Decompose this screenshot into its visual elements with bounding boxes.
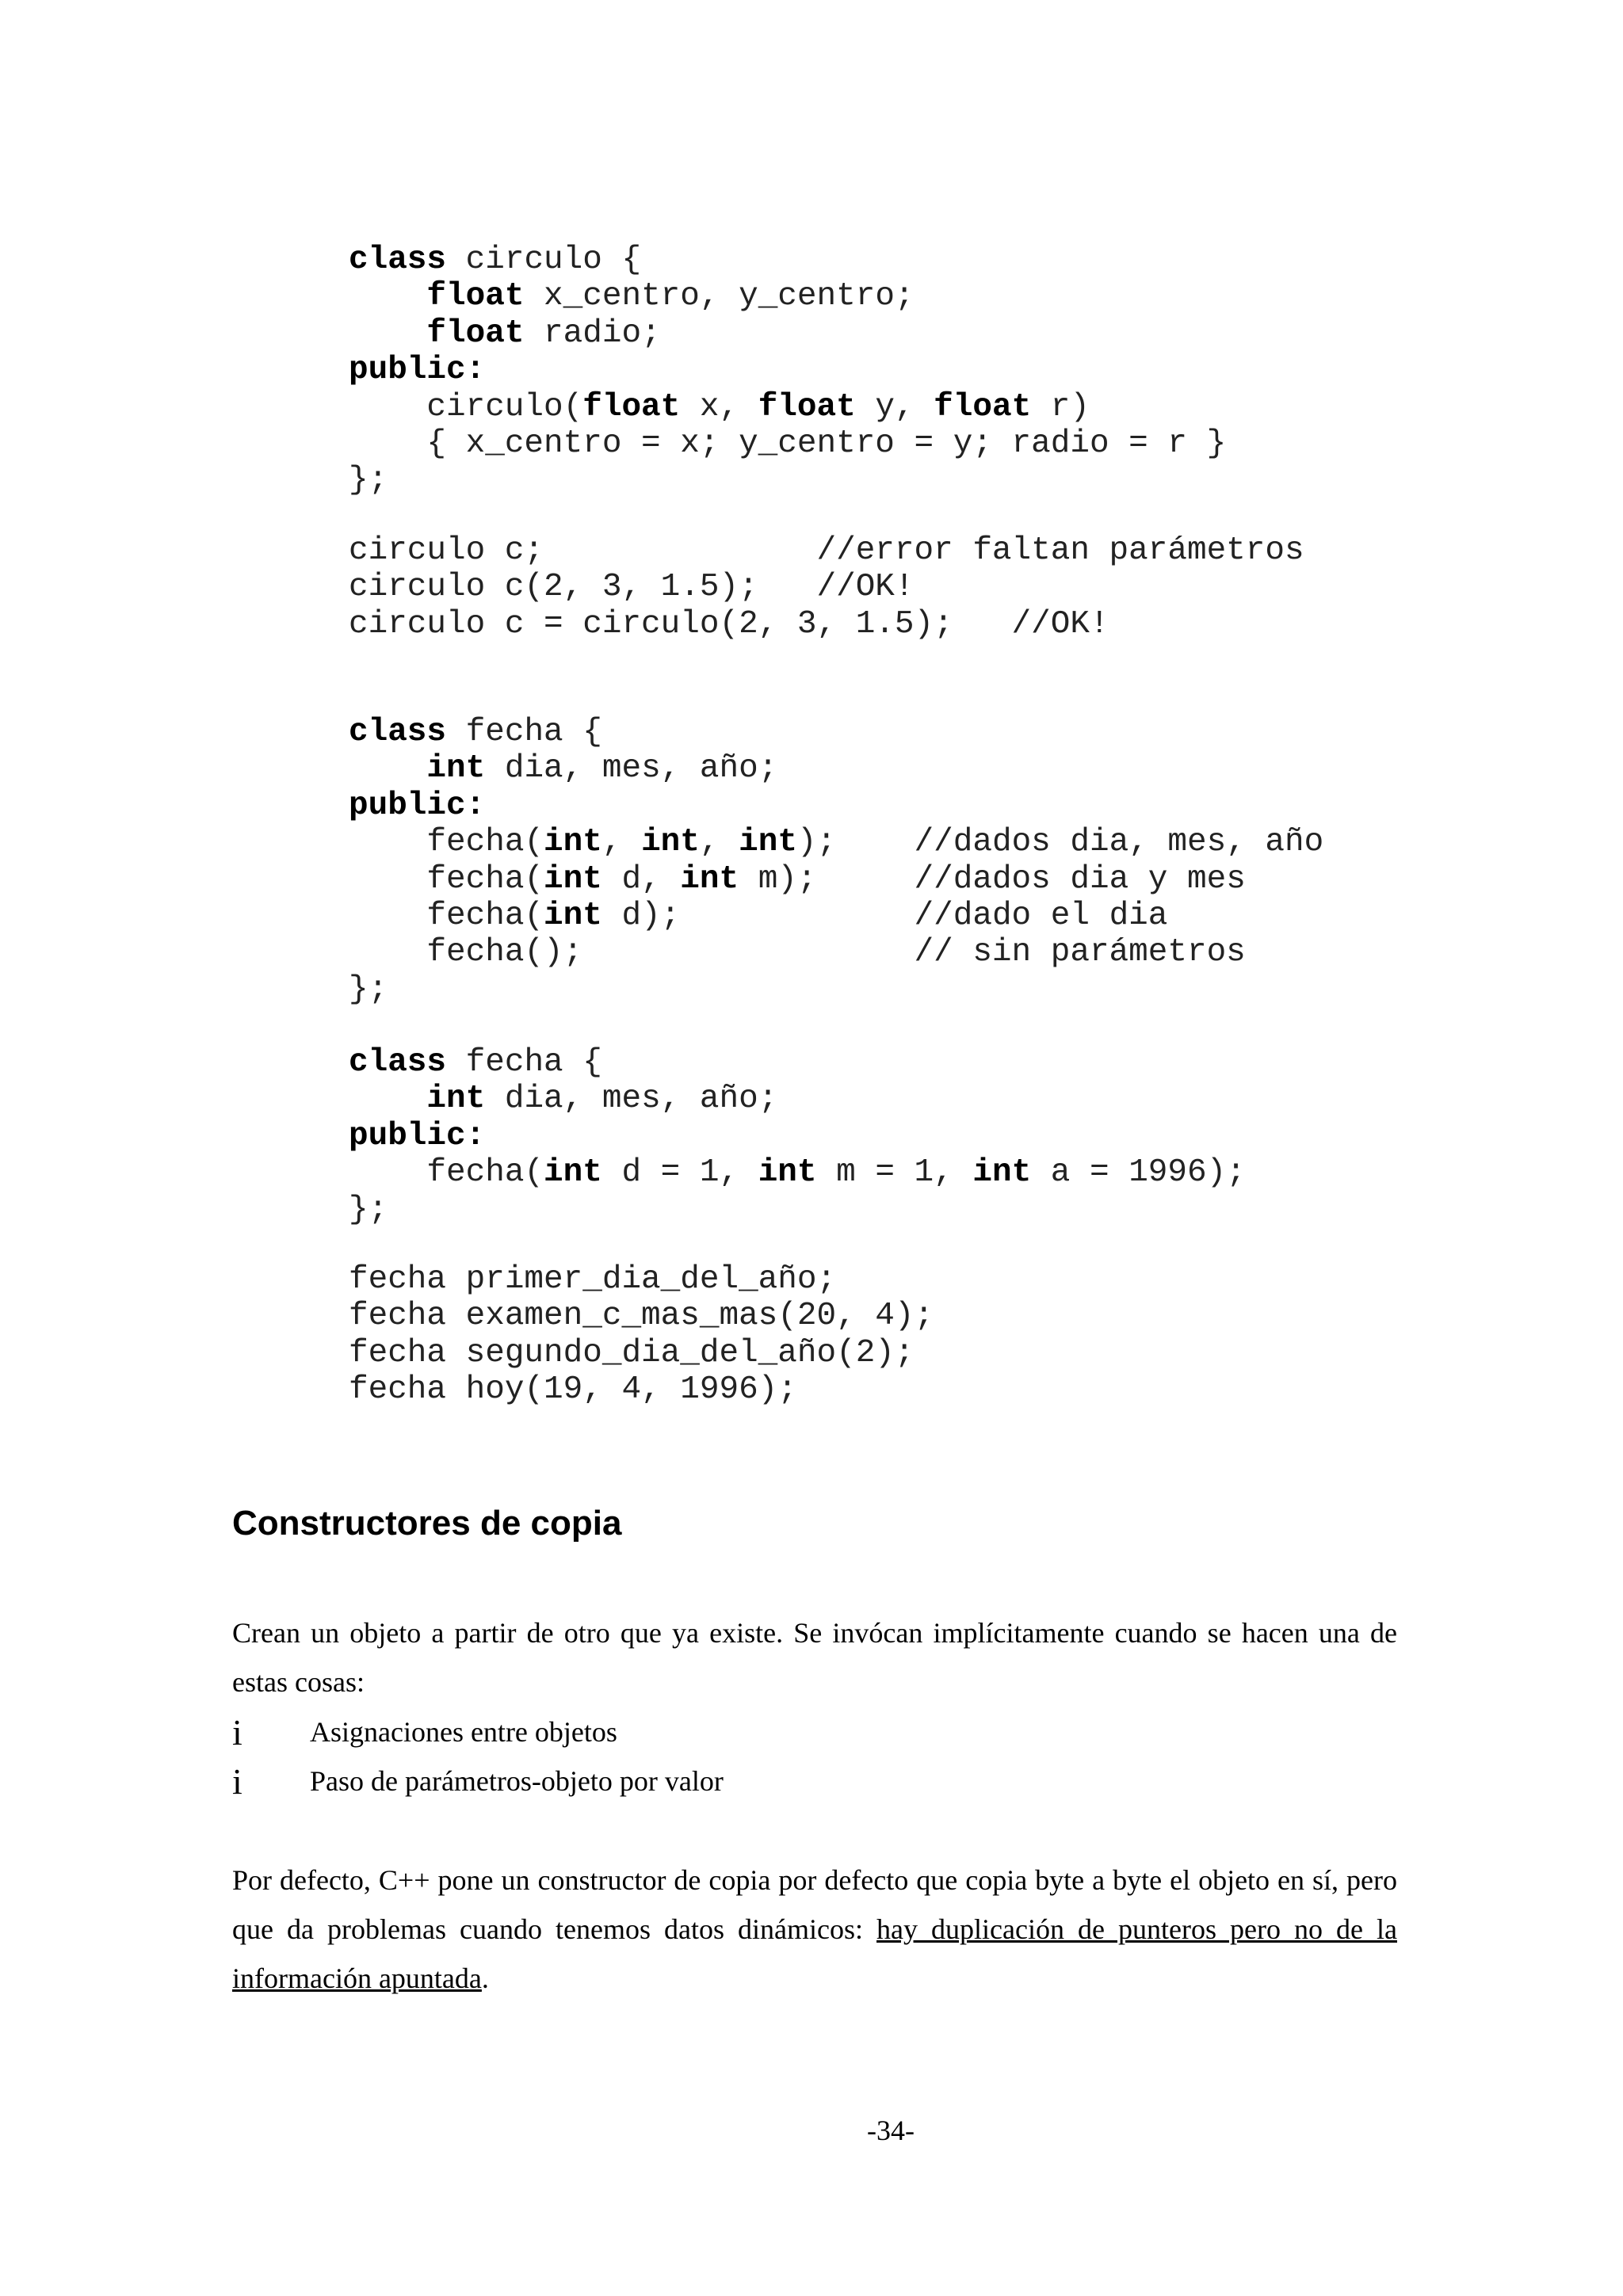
code-keyword: int: [758, 1154, 817, 1192]
code-keyword: float: [758, 388, 856, 425]
code-line: [349, 315, 1226, 352]
code-block-fecha-usage: [349, 1261, 934, 1409]
code-line: [349, 425, 1226, 462]
code-keyword: float: [426, 278, 525, 315]
code-line: [349, 1081, 1246, 1117]
code-keyword: public:: [349, 352, 486, 389]
code-line: [349, 462, 1226, 498]
code-text: x_centro, y_centro;: [524, 278, 915, 315]
code-line: [349, 971, 1323, 1008]
code-line: [349, 788, 1323, 824]
code-text: d = 1,: [601, 1154, 758, 1192]
code-text: m); //dados dia y mes: [739, 860, 1246, 898]
underlined-emphasis: hay duplicación de punteros pero no de la información apuntada: [232, 1913, 1397, 1994]
code-text: circulo c; //error faltan parámetros: [349, 532, 1304, 569]
code-block-fecha-class: [349, 714, 1323, 1008]
code-line: [349, 750, 1323, 787]
code-line: [349, 1298, 934, 1334]
code-line: [349, 352, 1226, 388]
code-text: fecha segundo_dia_del_año(2);: [349, 1334, 915, 1371]
code-text: fecha {: [446, 714, 602, 750]
code-text: m = 1,: [816, 1154, 973, 1192]
code-line: [349, 1154, 1246, 1191]
code-text: fecha primer_dia_del_año;: [349, 1261, 837, 1298]
code-line: [349, 242, 1226, 278]
bullet-marker-icon: i: [232, 1711, 242, 1753]
code-text: };: [349, 1191, 388, 1228]
code-text: d,: [601, 860, 681, 898]
code-text: };: [349, 971, 388, 1008]
copy-constructor-paragraph: [232, 1855, 1397, 2003]
code-line: [349, 1261, 934, 1298]
code-text: fecha {: [446, 1044, 602, 1081]
code-text: fecha examen_c_mas_mas(20, 4);: [349, 1298, 934, 1335]
bullet-marker-icon: i: [232, 1760, 242, 1802]
list-item-text: Asignaciones entre objetos: [310, 1716, 617, 1748]
code-line: [349, 1371, 934, 1408]
intro-paragraph: Crean un objeto a partir de otro que ya existe. Se invócan implícitamente cuando se hacen una de estas cosas:: [232, 1617, 1397, 1698]
code-text: ); //dados dia, mes, año: [796, 824, 1324, 861]
code-keyword: class: [349, 714, 447, 750]
code-text: [349, 1081, 426, 1117]
code-line: [349, 389, 1226, 425]
code-text: fecha hoy(19, 4, 1996);: [349, 1371, 797, 1409]
code-line: [349, 1118, 1246, 1154]
code-keyword: int: [544, 1154, 602, 1192]
code-block-fecha-defaults: [349, 1044, 1246, 1228]
code-text: [349, 315, 426, 352]
code-text: dia, mes, año;: [485, 750, 778, 788]
code-line: [349, 1192, 1246, 1228]
code-keyword: int: [680, 860, 739, 898]
list-item-text: Paso de parámetros-objeto por valor: [310, 1765, 724, 1797]
code-text: fecha(: [349, 897, 544, 934]
code-line: [349, 824, 1323, 860]
code-text: d); //dado el dia: [601, 897, 1168, 934]
code-text: fecha(: [349, 824, 544, 861]
code-line: [349, 569, 1304, 605]
code-text: fecha(: [349, 860, 544, 898]
code-text: a = 1996);: [1031, 1154, 1246, 1192]
paragraph-text: Por defecto, C++ pone un constructor de copia por defecto que copia byte a byte el objeto en sí, pero que da problemas cuando tenemos datos dinámicos:: [232, 1864, 1397, 1945]
code-keyword: float: [426, 315, 525, 352]
code-text: };: [349, 462, 388, 499]
code-keyword: int: [544, 860, 602, 898]
code-text: circulo(: [349, 388, 583, 425]
code-keyword: int: [544, 897, 602, 934]
code-line: [349, 934, 1323, 971]
code-text: fecha(); // sin parámetros: [349, 934, 1246, 971]
code-block-circulo-usage: [349, 532, 1304, 643]
code-keyword: float: [934, 388, 1032, 425]
code-line: [349, 532, 1304, 569]
paragraph-end: .: [481, 1962, 489, 1994]
code-text: y,: [855, 388, 934, 425]
code-keyword: public:: [349, 787, 486, 824]
page-number: -34-: [867, 2115, 915, 2146]
code-text: { x_centro = x; y_centro = y; radio = r }: [349, 425, 1227, 462]
code-text: ,: [699, 824, 739, 861]
section-heading: Constructores de copia: [232, 1504, 622, 1543]
code-keyword: int: [544, 824, 602, 861]
code-keyword: int: [426, 1081, 486, 1118]
code-text: fecha(: [349, 1154, 544, 1192]
code-text: circulo c = circulo(2, 3, 1.5); //OK!: [349, 605, 1109, 643]
code-keyword: class: [349, 242, 447, 278]
code-line: [349, 606, 1304, 643]
code-keyword: int: [641, 824, 700, 861]
code-keyword: class: [349, 1044, 447, 1081]
code-keyword: float: [582, 388, 681, 425]
code-text: [349, 750, 426, 787]
list-item: [232, 1756, 724, 1806]
code-text: r): [1031, 388, 1090, 425]
code-text: x,: [680, 388, 758, 425]
code-keyword: int: [972, 1154, 1032, 1192]
code-text: [349, 278, 426, 315]
code-line: [349, 1044, 1246, 1081]
code-keyword: public:: [349, 1117, 486, 1154]
code-text: dia, mes, año;: [485, 1081, 778, 1118]
code-text: radio;: [524, 315, 661, 352]
code-line: [349, 861, 1323, 898]
code-line: [349, 278, 1226, 315]
code-line: [349, 714, 1323, 750]
code-line: [349, 898, 1323, 934]
code-line: [349, 1335, 934, 1371]
code-keyword: int: [739, 824, 797, 861]
list-item: [232, 1707, 724, 1756]
code-text: circulo {: [446, 242, 642, 278]
code-block-circulo-class: [349, 242, 1226, 499]
code-text: circulo c(2, 3, 1.5); //OK!: [349, 569, 915, 606]
code-text: ,: [601, 824, 642, 861]
code-keyword: int: [426, 750, 486, 788]
bullet-list: [232, 1707, 724, 1806]
